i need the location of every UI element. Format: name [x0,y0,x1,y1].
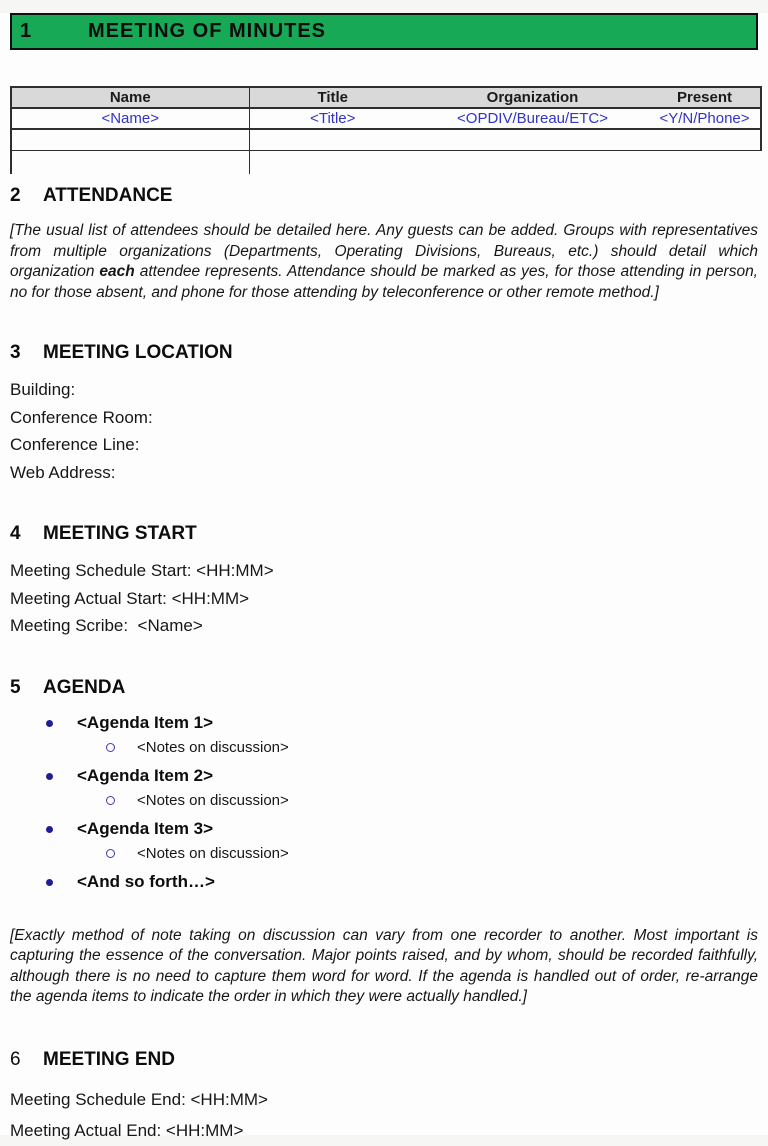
meeting-start-fields [10,557,758,640]
page-title: MEETING OF MINUTES [88,20,326,42]
meeting-end-fields [10,1084,758,1146]
notes-placeholder[interactable]: <Notes on discussion> [137,845,289,862]
circle-bullet-icon [106,743,115,752]
empty-cell[interactable] [416,150,649,174]
column-header-name: Name [11,87,249,108]
section-number: 4 [10,523,21,544]
section-heading-meeting-start [10,523,758,545]
table-row [11,150,761,174]
conference-room-field[interactable]: Conference Room: [10,407,153,427]
column-header-organization: Organization [416,87,649,108]
agenda-item [10,870,758,895]
empty-cell[interactable] [11,150,249,174]
bullet-icon [46,879,53,886]
empty-cell[interactable] [416,129,649,150]
web-address-field[interactable]: Web Address: [10,462,116,482]
section-title: AGENDA [43,676,126,698]
section-title: MEETING END [43,1048,175,1070]
agenda-item-placeholder[interactable]: <Agenda Item 3> [77,819,214,838]
agenda-item-placeholder[interactable]: <And so forth…> [77,872,215,891]
agenda-sub-item [10,842,758,866]
agenda-item [10,764,758,789]
agenda-item-placeholder[interactable]: <Agenda Item 2> [77,766,214,785]
section-title: MEETING LOCATION [43,342,233,363]
table-row [11,129,761,150]
agenda-sub-item [10,736,758,760]
present-placeholder-cell[interactable]: <Y/N/Phone> [649,108,761,129]
organization-placeholder-cell[interactable]: <OPDIV/Bureau/ETC> [416,108,649,129]
location-fields [10,376,758,486]
actual-end-field[interactable]: Meeting Actual End: <HH:MM> [10,1120,244,1140]
circle-bullet-icon [106,849,115,858]
name-placeholder-cell[interactable]: <Name> [11,108,249,129]
section-number: 3 [10,342,21,363]
section-title: MEETING START [43,523,197,544]
agenda-item [10,711,758,736]
empty-cell[interactable] [249,150,416,174]
actual-start-field[interactable]: Meeting Actual Start: <HH:MM> [10,588,250,608]
section-number: 5 [10,676,21,698]
section-1-title-bar [10,13,758,50]
agenda-item-placeholder[interactable]: <Agenda Item 1> [77,713,214,732]
section-heading-meeting-end [10,1049,758,1071]
empty-cell[interactable] [11,129,249,150]
column-header-present: Present [649,87,761,108]
section-number: 6 [10,1048,21,1070]
circle-bullet-icon [106,796,115,805]
section-heading-attendance [10,185,758,207]
section-number: 2 [10,185,21,206]
agenda-list [10,711,758,895]
empty-cell[interactable] [649,129,761,150]
note-bold-word: each [99,263,135,280]
empty-cell[interactable] [249,129,416,150]
bullet-icon [46,720,53,727]
table-row [11,108,761,129]
column-header-title: Title [249,87,416,108]
attendance-table [10,86,762,174]
conference-line-field[interactable]: Conference Line: [10,435,140,454]
attendance-guidance-note [10,221,758,303]
section-heading-agenda [10,677,758,699]
section-title: ATTENDANCE [43,185,173,206]
empty-cell[interactable] [649,150,761,174]
document-page [0,13,768,1140]
table-header-row [11,87,761,108]
bullet-icon [46,773,53,780]
notes-placeholder[interactable]: <Notes on discussion> [137,739,289,756]
bullet-icon [46,826,53,833]
agenda-guidance-note: [Exactly method of note taking on discussion can vary from one recorder to another. Most important is capturing the essence of the conversation. Major points raised, and by whom, should be recorded faithfully, although there is no need to capture them word for word. If the agenda is handled out of order, re-arrange the agenda items to indicate the order in which they were actually handled.] [10,926,758,1005]
schedule-start-field[interactable]: Meeting Schedule Start: <HH:MM> [10,561,274,580]
agenda-item [10,817,758,842]
title-placeholder-cell[interactable]: <Title> [249,108,416,129]
schedule-end-field[interactable]: Meeting Schedule End: <HH:MM> [10,1089,268,1109]
scribe-field[interactable]: Meeting Scribe: <Name> [10,616,203,635]
agenda-sub-item [10,789,758,813]
notes-placeholder[interactable]: <Notes on discussion> [137,792,289,809]
note-text: [The usual list of attendees should be detailed here. Any guests can be added. Groups with representatives from multiple organizations (Departments, Operating Divisions, Bureaus, etc.) should detail which organization [10,222,758,280]
section-heading-meeting-location [10,342,758,364]
note-text: attendee represents. Attendance should be marked as yes, for those attending in person, no for those absent, and phone for those attending by teleconference or other remote method.] [10,263,758,301]
building-field[interactable]: Building: [10,380,76,399]
section-number: 1 [20,20,32,42]
